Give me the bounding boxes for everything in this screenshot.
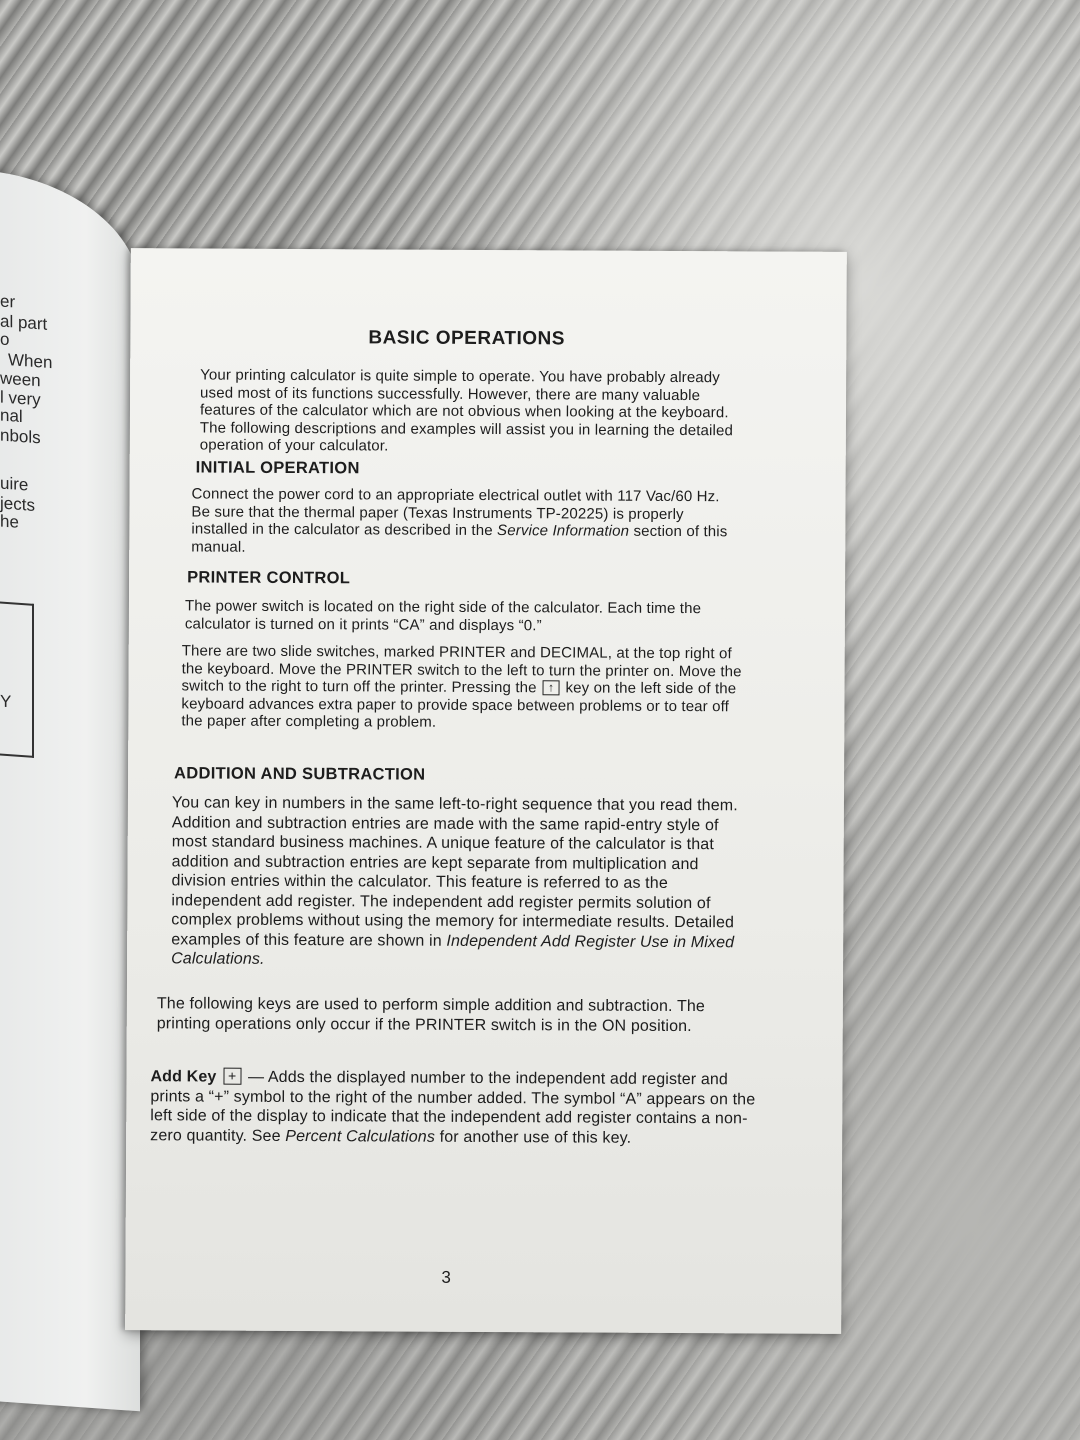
left-fragment: ween <box>0 368 41 391</box>
printer-paragraph-1: The power switch is located on the right side of the calculator. Each time the calculator is turned on it prints “CA” and displays “0.” <box>184 597 702 634</box>
addition-p1-text: You can key in numbers in the same left-to-right sequence that you read them. Addition and subtraction entries are made with the same rapid-entry style of most standard business machines. A unique feature of the calculator is that addition and subtraction entries are kept separate from multiplication and division entries within the calculator. This feature is referred to as the independent add register. The independent add register permits solution of complex problems without using the memory for intermediate results. Detailed examples of this feature are shown in <box>171 794 738 950</box>
left-fragment: l very <box>0 387 41 410</box>
page-number: 3 <box>441 1267 451 1287</box>
left-fragment: uire <box>0 473 29 495</box>
add-key-tail: for another use of this key. <box>439 1128 632 1147</box>
page-title: BASIC OPERATIONS <box>368 327 566 350</box>
printer-p2-text: There are two slide switches, marked PRINTER and DECIMAL, at the top right of the keyboard. Move the PRINTER switch to the left to turn the printer on. Move the switch to the right to turn off the printer. Pressing the <box>181 642 742 697</box>
add-key-paragraph <box>150 1067 762 1148</box>
initial-tail: section of this manual. <box>191 522 728 556</box>
intro-paragraph: Your printing calculator is quite simple to operate. You have probably already used most of its functions successfully. However, there are many valuable features of the calculator which are not obvious when looking at the keyboard. The following descriptions and examples will assist you in learning the detailed operation of your calculator. <box>199 366 734 455</box>
heading-initial-operation: INITIAL OPERATION <box>195 458 360 478</box>
paper-advance-key-icon: ↑ <box>543 680 559 695</box>
initial-operation-paragraph <box>191 485 731 558</box>
left-fragment: o <box>0 329 10 350</box>
left-fragment: al part <box>0 311 48 334</box>
initial-italic: Service Information <box>497 522 630 540</box>
heading-printer-control: PRINTER CONTROL <box>187 568 351 588</box>
left-page <box>0 169 140 1412</box>
add-key-text: — Adds the displayed number to the independent add register and prints a “+” symbol to the right of the number added. The symbol “A” appears on the left side of the display to indicate that the independent add register contains a non-zero quantity. See <box>150 1068 756 1145</box>
addition-paragraph-2: The following keys are used to perform simple addition and subtraction. The printing operations only occur if the PRINTER switch is in the ON position. <box>156 995 706 1035</box>
manual-page <box>125 248 847 1334</box>
heading-addition-subtraction: ADDITION AND SUBTRACTION <box>174 764 426 784</box>
addition-paragraph-1 <box>171 793 754 972</box>
plus-key-icon: + <box>223 1068 241 1085</box>
left-fragment: he <box>0 511 19 532</box>
left-fragment: Y <box>0 691 12 712</box>
addition-p1-italic: Independent Add Register Use in Mixed Calculations. <box>171 932 735 968</box>
add-key-label: Add Key <box>150 1068 217 1086</box>
left-box <box>0 599 34 758</box>
initial-text: Connect the power cord to an appropriate electrical outlet with 117 Vac/60 Hz. Be sure that the thermal paper (Texas Instruments TP-20225) is properly installed in the calculator as described in the <box>191 485 720 540</box>
left-fragment: jects <box>0 493 35 515</box>
add-key-italic: Percent Calculations <box>285 1127 436 1146</box>
left-fragment: er <box>0 291 16 312</box>
left-fragment: nbols <box>0 425 41 448</box>
left-fragment: When <box>8 350 53 373</box>
printer-paragraph-2 <box>181 642 748 732</box>
printer-p2-tail: key on the left side of the keyboard advances extra paper to provide space between problems or to tear off the paper after completing a problem. <box>181 679 737 731</box>
left-fragment: nal <box>0 405 23 427</box>
